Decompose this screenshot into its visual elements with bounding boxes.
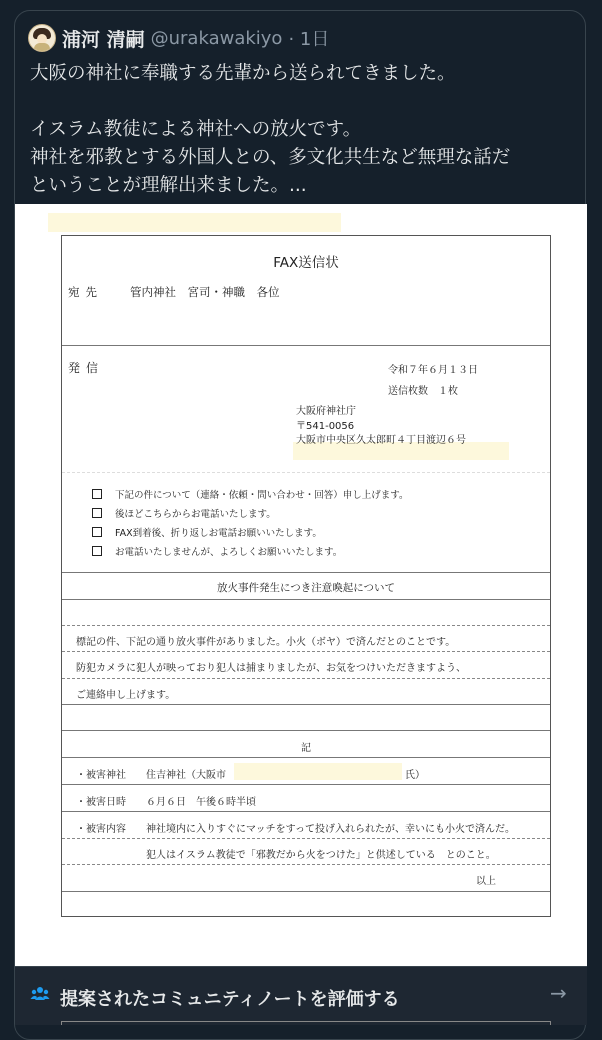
body-line: 標記の件、下記の通り放火事件がありました。小火（ボヤ）で済んだとのことです。 xyxy=(76,637,456,648)
divider xyxy=(62,599,550,600)
divider xyxy=(62,811,550,812)
tweet-header xyxy=(28,24,329,52)
body-line: 防犯カメラに犯人が映っており犯人は捕まりましたが、お気をつけいただきますよう、 xyxy=(76,663,466,674)
divider xyxy=(62,472,550,473)
tweet-text: 大阪の神社に奉職する先輩から送られてきました。 イスラム教徒による神社への放火です。 神社を邪教とする外国人との、多文化共生など無理な話だ ということが理解出来ました。... xyxy=(30,63,511,196)
user-avatar[interactable] xyxy=(28,24,56,52)
field-label: ・被害神社 xyxy=(76,770,126,781)
community-notes-label[interactable]: 提案されたコミュニティノートを評価する xyxy=(60,989,400,1010)
checkbox[interactable] xyxy=(92,546,102,556)
from-label: 発信 xyxy=(68,361,105,375)
checkbox-row: お電話いたしませんが、よろしくお願いいたします。 xyxy=(92,544,342,558)
field-value: 住吉神社（大阪市 xyxy=(146,770,226,781)
divider xyxy=(62,678,550,679)
arrow-right-icon[interactable]: → xyxy=(550,981,567,1005)
sender-org: 大阪府神社庁 xyxy=(296,406,356,417)
field-value: 神社境内に入りすぐにマッチをすって投げ入れられたが、幸いにも小火で済んだ。 xyxy=(146,824,515,835)
community-notes-bar[interactable] xyxy=(15,966,587,1025)
divider xyxy=(62,730,550,731)
fax-document xyxy=(61,235,551,917)
checkbox-row: 下記の件について（連絡・依頼・問い合わせ・回答）申し上げます。 xyxy=(92,487,409,501)
body-line: ご連絡申し上げます。 xyxy=(76,690,176,701)
sender-zip: 〒541-0056 xyxy=(296,421,355,432)
user-handle[interactable]: @urakawakiyo xyxy=(150,27,283,49)
divider xyxy=(62,891,550,892)
closing: 以上 xyxy=(476,876,496,887)
redaction-highlight xyxy=(48,213,341,232)
community-notes-icon xyxy=(30,984,50,1004)
divider xyxy=(62,757,550,758)
shrine-redaction xyxy=(234,763,402,780)
ki-heading: 記 xyxy=(301,743,311,754)
divider xyxy=(62,864,550,865)
culprit-note: 犯人はイスラム教徒で「邪教だから火をつけた」と供述している とのこと。 xyxy=(146,850,496,861)
field-label: ・被害内容 xyxy=(76,824,126,835)
field-label: ・被害日時 xyxy=(76,797,126,808)
divider xyxy=(62,345,550,346)
to-value: 管内神社 宮司・神職 各位 xyxy=(130,285,280,299)
display-name[interactable]: 浦河 清嗣 xyxy=(62,28,145,51)
tweet-image[interactable] xyxy=(15,204,587,966)
divider xyxy=(62,838,550,839)
date: 令和７年６月１３日 xyxy=(388,365,478,376)
checkbox-row: 後ほどこちらからお電話いたします。 xyxy=(92,506,276,520)
checkbox[interactable] xyxy=(92,527,102,537)
divider xyxy=(62,625,550,626)
field-value: ６月６日 午後６時半頃 xyxy=(146,797,256,808)
divider xyxy=(62,784,550,785)
sender-address: 大阪市中央区久太郎町４丁目渡辺６号 xyxy=(296,435,466,446)
checkbox-row: FAX到着後、折り返しお電話お願いいたします。 xyxy=(92,525,322,539)
field-suffix: 氏） xyxy=(405,770,425,781)
to-label: 宛先 xyxy=(68,285,103,299)
checkbox[interactable] xyxy=(92,508,102,518)
checkbox[interactable] xyxy=(92,489,102,499)
divider xyxy=(62,704,550,705)
fax-title: FAX送信状 xyxy=(273,255,339,271)
post-time[interactable]: · 1日 xyxy=(288,29,330,50)
divider xyxy=(62,651,550,652)
page-count: 送信枚数 １枚 xyxy=(388,386,458,397)
subject: 放火事件発生につき注意喚起について xyxy=(216,582,396,594)
next-media-edge xyxy=(61,1021,551,1025)
divider xyxy=(62,572,550,573)
